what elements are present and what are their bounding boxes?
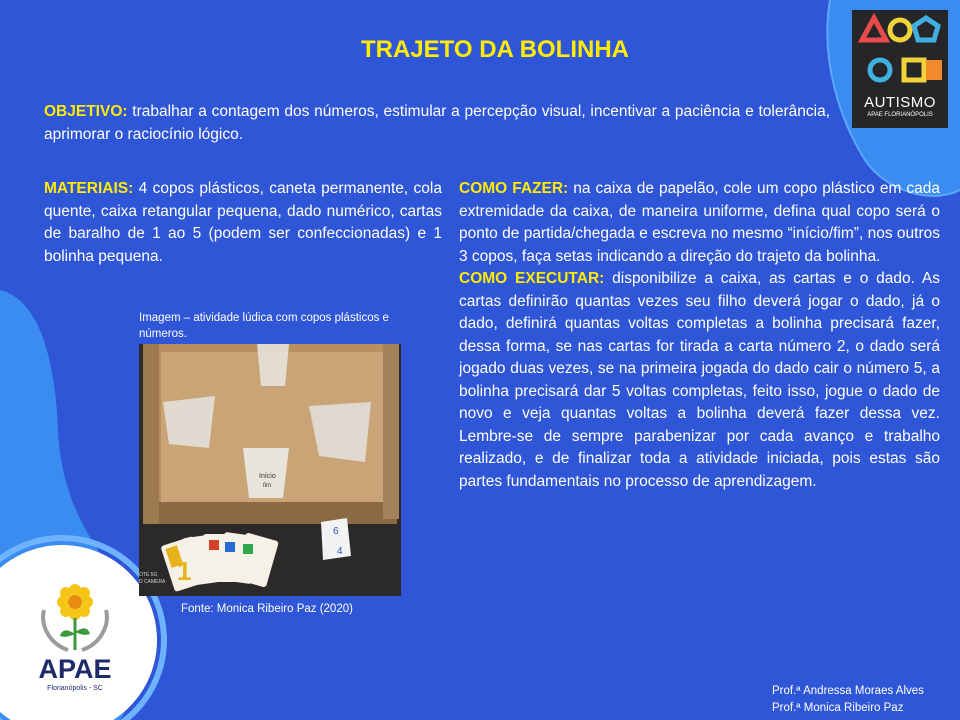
objective-paragraph xyxy=(44,101,830,146)
activity-photo xyxy=(139,344,401,596)
card-number: 1 xyxy=(177,556,192,586)
how-to-make-text: na caixa de papelão, cole um copo plástico em cada extremidade da caixa, de maneira uniforme, defina qual copo será o ponto de partida/chegada e escreva no mesmo “início/fim”, nos outros 3 copos, faça setas indicando a direção do trajeto da bolinha. xyxy=(459,180,940,265)
how-to-make-label: COMO FAZER: xyxy=(459,180,569,197)
cup-left xyxy=(163,396,215,448)
materials-paragraph xyxy=(44,178,442,268)
objective-text: trabalhar a contagem dos números, estimular a percepção visual, incentivar a paciência e tolerância, aprimorar o raciocínio lógico. xyxy=(44,103,830,143)
autismo-logo-sub: APAE FLORIANÓPOLIS xyxy=(867,112,933,118)
box-right-edge xyxy=(383,344,399,519)
apae-logo-sub: Florianópolis - SC xyxy=(47,685,103,692)
apae-logo-name: APAE xyxy=(38,654,112,684)
paper-die xyxy=(321,518,351,560)
flower-hands-icon xyxy=(30,574,120,654)
how-to-play-text: disponibilize a caixa, as cartas e o dado. As cartas definirão quantas vezes seu filho deverá jogar o dado, já o dado, definirá quantas voltas completas a bolinha precisará fazer, dessa forma, se nas cartas for tirada a carta número 2, o dado será jogado duas vezes, se na primeira jogada do dado cair o número 5, a bolinha precisará dar 5 voltas completas, feito isso, jogue o dado de novo e veja quantas voltas a bolinha deverá fazer dessa vez. Lembre-se de sempre parabenizar por cada avanço e trabalho realizado, e de finalizar toda a atividade iniciada, pois estas são partes fundamentais no processo de aprendizagem. xyxy=(459,270,941,490)
autismo-logo xyxy=(852,10,948,128)
image-source: Fonte: Monica Ribeiro Paz (2020) xyxy=(181,603,353,615)
svg-text:4: 4 xyxy=(337,546,343,557)
instructions-column xyxy=(459,178,940,493)
objective-label: OBJETIVO: xyxy=(44,103,128,120)
image-caption: Imagem – atividade lúdica com copos plásticos e números. xyxy=(139,312,389,340)
svg-text:6: 6 xyxy=(333,526,339,537)
cup-start-label: Início xyxy=(259,473,276,480)
box-bottom-edge xyxy=(147,502,397,524)
author-1: Prof.ª Andressa Moraes Alves xyxy=(772,685,924,697)
autismo-logo-name: AUTISMO xyxy=(864,94,936,111)
camera-watermark: OTE 5G xyxy=(139,572,158,578)
materials-label: MATERIAIS: xyxy=(44,180,134,197)
author-2: Prof.ª Monica Ribeiro Paz xyxy=(772,702,904,714)
materials-text: 4 copos plásticos, caneta permanente, cola quente, caixa retangular pequena, dado numérico, cartas de baralho de 1 ao 5 (podem ser confeccionadas) e 1 bolinha pequena. xyxy=(44,180,442,265)
box-left-edge xyxy=(143,344,159,524)
how-to-play-label: COMO EXECUTAR: xyxy=(459,270,605,287)
svg-text:D CAMERA: D CAMERA xyxy=(139,579,166,585)
autismo-shapes-icon xyxy=(852,10,948,94)
authors xyxy=(772,683,924,717)
page-title: TRAJETO DA BOLINHA xyxy=(360,36,629,63)
cup-top xyxy=(257,344,289,386)
apae-logo xyxy=(30,574,120,699)
svg-text:fim: fim xyxy=(263,483,271,489)
